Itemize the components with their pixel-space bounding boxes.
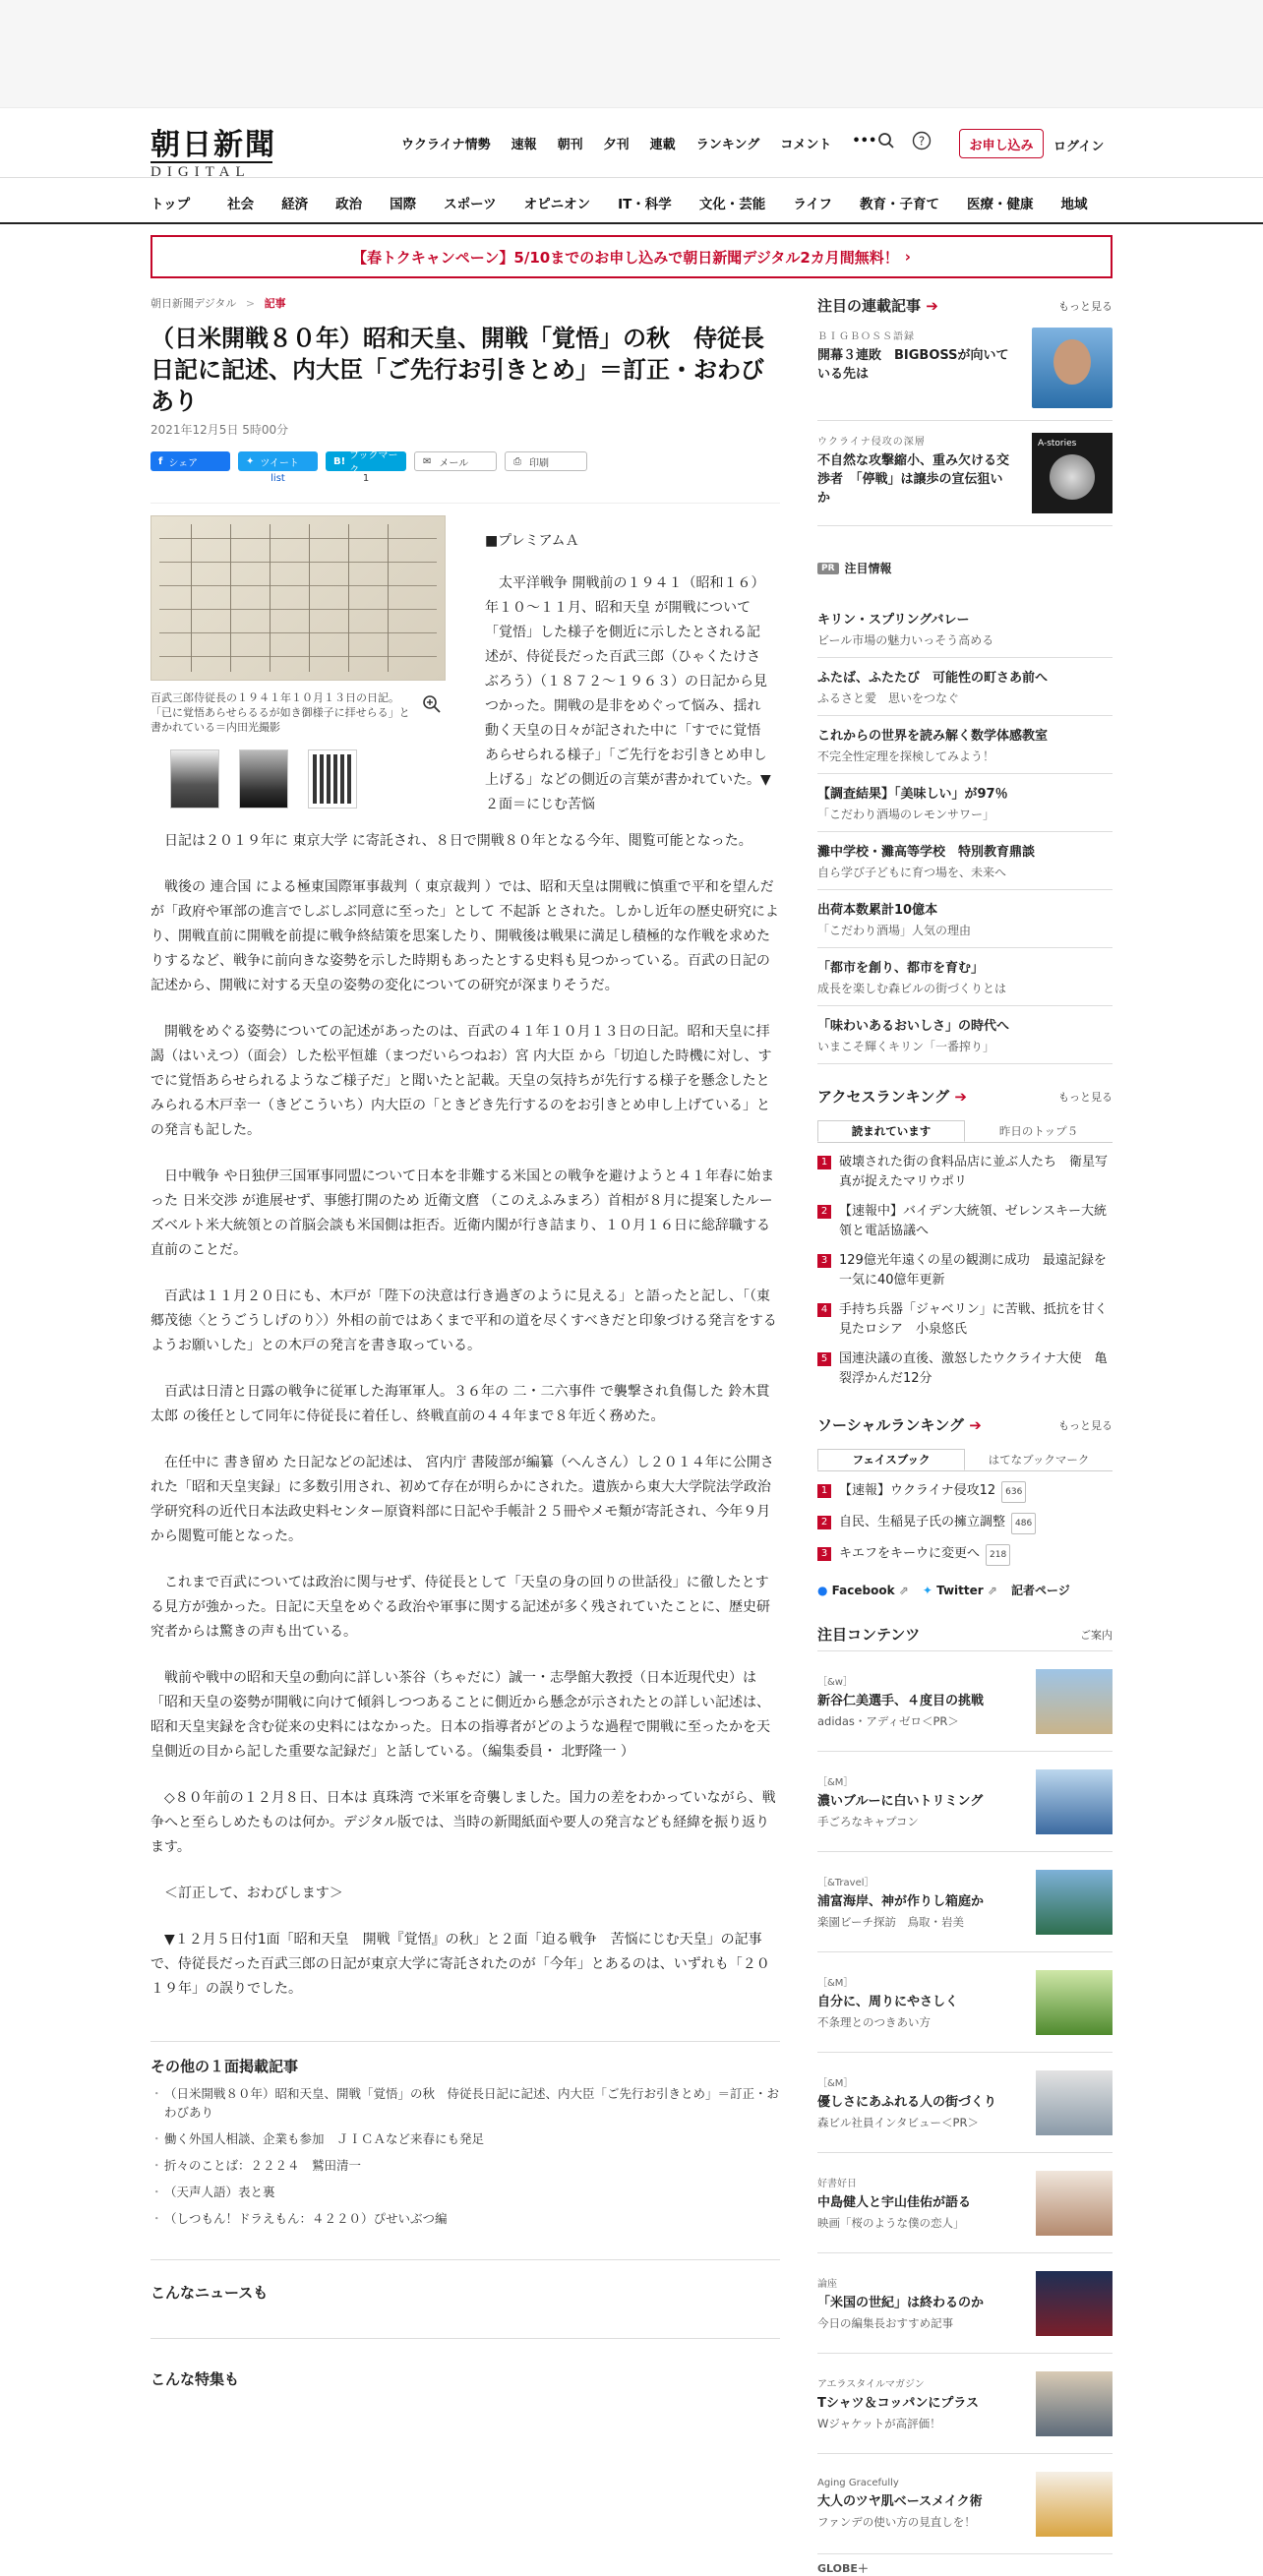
pr-item-title: 【調査結果】「美味しい」が97％ bbox=[817, 787, 1008, 802]
content-sub: Wジャケットが高評価！ bbox=[817, 2417, 941, 2430]
lead-text bbox=[485, 529, 772, 817]
content-card[interactable] bbox=[817, 1752, 1113, 1852]
share-count: 486 bbox=[1011, 1513, 1036, 1534]
social-links bbox=[817, 1582, 1113, 1598]
premium-label: ■プレミアムＡ bbox=[485, 533, 579, 549]
content-label: ［&w］ bbox=[817, 1677, 853, 1688]
gnav-economy[interactable]: 経済 bbox=[281, 197, 309, 212]
gnav-society[interactable]: 社会 bbox=[227, 197, 255, 212]
svg-text:?: ? bbox=[918, 134, 926, 149]
ranking-item[interactable] bbox=[817, 1349, 1113, 1389]
header-nav bbox=[401, 134, 897, 152]
content-thumbnail bbox=[1036, 1669, 1113, 1734]
content-title: 浦富海岸、神が作りし箱庭か bbox=[817, 1894, 985, 1909]
content-card[interactable] bbox=[817, 1952, 1113, 2053]
content-title: 自分に、周りにやさしく bbox=[817, 1995, 959, 2009]
print-button[interactable] bbox=[505, 451, 587, 471]
photo-caption: 百武三郎侍従長の１９４１年１０月１３日の日記。「已に覚悟あらせらるるが如き御様子に拝せらる」と書かれている＝内田光撮影 bbox=[150, 691, 410, 734]
other-article-link[interactable]: ・ （日米開戦８０年）昭和天皇、開戦「覚悟」の秋 侍従長日記に記述、内大臣「ご先行お引きとめ」＝訂正・おわびあり bbox=[150, 2084, 780, 2122]
ranking-item[interactable] bbox=[817, 1251, 1113, 1290]
pr-item-title: 出荷本数累計10億本 bbox=[817, 903, 938, 918]
banner-text: 【春トクキャンペーン】5/10までのお申し込みで朝日新聞デジタル2カ月間無料！ bbox=[352, 248, 899, 267]
twitter-icon: ✦ bbox=[246, 455, 255, 467]
campaign-banner[interactable] bbox=[150, 235, 1113, 278]
content-title: 優しさにあふれる人の街づくり bbox=[817, 2095, 997, 2110]
paragraph: ◇８０年前の１２月８日、日本は 真珠湾 で米軍を奇襲しました。国力の差をわかっていながら、戦争へと至らしめたものは何か。デジタル版では、当時の新聞紙面や要人の発言なども経緯を振り返ります。 bbox=[150, 1790, 776, 1855]
pr-item[interactable] bbox=[817, 832, 1113, 890]
paragraph: 日記は２０１９年に 東京大学 に寄託され、８日で開戦８０年となる今年、閲覧可能となった。 bbox=[164, 833, 752, 849]
twitter-link-label: Twitter bbox=[936, 1583, 984, 1597]
gnav-top[interactable]: トップ bbox=[150, 197, 191, 212]
pr-item-title: これからの世界を読み解く数学体感教室 bbox=[817, 729, 1049, 744]
pr-item-title: 灘中学校・灘高等学校 特別教育鼎談 bbox=[817, 845, 1036, 860]
article-lead bbox=[150, 503, 780, 812]
gnav-education[interactable]: 教育・子育て bbox=[860, 197, 940, 212]
nav-ranking[interactable]: ランキング bbox=[695, 138, 760, 152]
hatena-icon: B! bbox=[333, 455, 346, 467]
pr-item-sub: 不完全性定理を探検してみよう！ bbox=[817, 749, 995, 763]
content-thumbnail bbox=[1036, 1769, 1113, 1834]
section-more-news: こんなニュースも bbox=[150, 2259, 780, 2303]
serial-label: ウクライナ侵攻の深層 bbox=[817, 437, 926, 448]
ranking-item[interactable] bbox=[817, 1202, 1113, 1241]
content-sub: 今日の編集長おすすめ記事 bbox=[817, 2316, 954, 2330]
nav-more[interactable]: ••• bbox=[852, 134, 877, 149]
external-link-icon: ⇗ bbox=[987, 1583, 997, 1597]
rank-number: 3 bbox=[817, 1547, 831, 1561]
gnav-life[interactable]: ライフ bbox=[793, 197, 833, 212]
pr-item-sub: ふるさと愛 思いをつなぐ bbox=[817, 691, 960, 705]
facebook-link[interactable] bbox=[817, 1584, 909, 1597]
logo-main: 朝日新聞 bbox=[150, 128, 276, 162]
content-thumbnail bbox=[1036, 2171, 1113, 2236]
paragraph: 戦前や戦中の昭和天皇の動向に詳しい茶谷（ちゃだに）誠一・志學館大教授（日本近現代史）は「昭和天皇の姿勢が開戦に向けて傾斜しつつあることに側近から懸念が示されたとの詳しい記述は、昭和天皇実録を含む従来の史料にはなかった。日本の指導者がどのような過程で開戦に至ったかを天皇側近の目から記した重要な記録だ」と話している。（編集委員・ 北野隆一 ） bbox=[150, 1670, 770, 1760]
content-thumbnail bbox=[1036, 1970, 1113, 2035]
ranking-title: 破壊された街の食料品店に並ぶ人たち 衛星写真が捉えたマリウポリ bbox=[839, 1155, 1109, 1189]
content-sub: 映画「桜のような僕の恋人」 bbox=[817, 2216, 965, 2230]
article-date: 2021年12月5日 5時00分 bbox=[150, 423, 289, 437]
pr-item-title: ふたば、ふたたび 可能性の町さあ前へ bbox=[817, 671, 1049, 686]
breadcrumb-current[interactable]: 記事 bbox=[264, 297, 286, 310]
social-ranking-title: 【速報】ウクライナ侵攻12 bbox=[839, 1483, 996, 1498]
arrow-right-icon: ➔ bbox=[969, 1416, 982, 1434]
pr-item-sub: 「こだわり酒場」人気の理由 bbox=[817, 924, 972, 937]
serial-header bbox=[817, 295, 1113, 316]
share-buttons bbox=[150, 451, 780, 491]
header-icons bbox=[875, 130, 946, 151]
hatena-bookmark-button[interactable] bbox=[326, 450, 406, 476]
print-icon: ⎙ bbox=[513, 455, 521, 467]
other-article-link[interactable]: ・ （しつもん！ドラえもん：４２２０）ぴせいぶつ編 bbox=[150, 2209, 780, 2228]
content-sub: 不条理とのつきあい方 bbox=[817, 2015, 931, 2029]
nav-serial[interactable]: 連載 bbox=[649, 138, 676, 152]
twitter-icon: ✦ bbox=[922, 1583, 932, 1597]
content-thumbnail bbox=[1036, 2472, 1113, 2537]
chevron-right-icon: › bbox=[904, 248, 911, 266]
gnav-it-science[interactable]: IT・科学 bbox=[618, 197, 672, 212]
mail-icon: ✉ bbox=[423, 455, 432, 467]
access-more-link[interactable]: もっと見る bbox=[1058, 1090, 1113, 1104]
bookmark-count: 1 bbox=[362, 473, 370, 484]
share-count: 218 bbox=[986, 1544, 1010, 1566]
pr-item[interactable] bbox=[817, 774, 1113, 832]
site-logo[interactable] bbox=[150, 120, 276, 181]
mail-button[interactable] bbox=[414, 451, 497, 471]
rank-number: 1 bbox=[817, 1156, 831, 1169]
content-sub: 楽園ビーチ探訪 鳥取・岩美 bbox=[817, 1915, 965, 1929]
tweet-button[interactable] bbox=[238, 451, 318, 471]
social-ranking-item[interactable] bbox=[817, 1513, 1113, 1534]
other-article-link[interactable]: ・ 折々のことば：２２２４ 鷲田清一 bbox=[150, 2156, 780, 2175]
other-front-page-articles bbox=[150, 2041, 780, 2228]
gnav-sports[interactable]: スポーツ bbox=[444, 197, 497, 212]
content-label: ［&M］ bbox=[817, 1978, 854, 1989]
serial-item[interactable] bbox=[817, 421, 1113, 526]
serial-item[interactable] bbox=[817, 316, 1113, 421]
serial-title-text: 注目の連載記事 bbox=[817, 297, 922, 315]
content-title: Tシャツ＆コッパンにプラス bbox=[817, 2396, 979, 2411]
pr-item[interactable] bbox=[817, 600, 1113, 658]
ranking-title: 129億光年遠くの星の観測に成功 最遠記録を一気に40億年更新 bbox=[839, 1253, 1107, 1288]
nav-breaking[interactable]: 速報 bbox=[511, 138, 537, 152]
gnav-culture[interactable]: 文化・芸能 bbox=[698, 197, 766, 212]
content-title: 「米国の世紀」は終わるのか bbox=[817, 2296, 985, 2310]
content-label: ［&M］ bbox=[817, 1777, 854, 1788]
other-article-link[interactable]: ・ 働く外国人相談、企業も参加 ＪＩＣＡなど来春にも発足 bbox=[150, 2129, 780, 2148]
pr-item[interactable] bbox=[817, 1006, 1113, 1064]
nav-ukraine[interactable]: ウクライナ情勢 bbox=[401, 138, 491, 152]
thumbnail-portrait-1[interactable] bbox=[170, 749, 219, 809]
other-article-link[interactable]: ・ （天声人語）表と裏 bbox=[150, 2183, 780, 2201]
paragraph: 在任中に 書き留め た日記などの記述は、 宮内庁 書陵部が編纂（へんさん）し２０１４年に公開された「昭和天皇実録」に多数引用され、初めて存在が明らかにされた。遺族から東大大学院法学政治学研究科の近代日本法政史料センター原資料部に日記や手帳計２５冊やメモ類が寄託され、今年９月から閲覧可能となった。 bbox=[150, 1455, 774, 1544]
content-title: 大人のツヤ肌ベースメイク術 bbox=[817, 2494, 983, 2509]
content-card[interactable] bbox=[817, 2153, 1113, 2253]
facebook-link-label: Facebook bbox=[831, 1583, 895, 1597]
gnav-international[interactable]: 国際 bbox=[390, 197, 417, 212]
content-label: ［&M］ bbox=[817, 2078, 854, 2089]
content-title: 濃いブルーに白いトリミング bbox=[817, 1794, 984, 1809]
social-ranking-title: 自民、生稲晃子氏の擁立調整 bbox=[839, 1515, 1006, 1529]
logo-sub: DIGITAL bbox=[150, 161, 272, 181]
correction-heading: ＜訂正して、おわびします＞ bbox=[164, 1886, 343, 1901]
rank-number: 3 bbox=[817, 1254, 831, 1268]
global-nav bbox=[0, 177, 1263, 224]
breadcrumb-separator: > bbox=[245, 297, 256, 310]
nav-evening[interactable]: 夕刊 bbox=[603, 138, 630, 152]
tweet-list-link[interactable]: list bbox=[271, 473, 285, 484]
nav-morning[interactable]: 朝刊 bbox=[557, 138, 583, 152]
content-card[interactable] bbox=[817, 2053, 1113, 2153]
content-label: 論座 bbox=[817, 2279, 837, 2290]
content-thumbnail bbox=[1036, 2070, 1113, 2135]
facebook-share-label: シェア bbox=[168, 457, 199, 469]
breadcrumb-home[interactable]: 朝日新聞デジタル bbox=[150, 297, 237, 310]
thumbnail-text: A-stories bbox=[1038, 439, 1077, 449]
serial-more-link[interactable]: もっと見る bbox=[1058, 299, 1113, 313]
bookmark-label: ブックマーク bbox=[349, 450, 398, 476]
pr-item[interactable] bbox=[817, 658, 1113, 716]
subscribe-button[interactable]: お申し込み bbox=[959, 129, 1044, 158]
thumbnail-portrait-2[interactable] bbox=[239, 749, 288, 809]
paragraph: これまで百武については政治に関与せず、侍従長として「天皇の身の回りの世話役」に徹したとする見方が強かった。日記に天皇をめぐる政治や軍事に関する記述が多く残されていたことに、歴史研究者からは驚きの声も出ている。 bbox=[150, 1575, 770, 1640]
pr-item[interactable] bbox=[817, 890, 1113, 948]
tab-hatena[interactable]: はてなブックマーク bbox=[988, 1453, 1090, 1467]
pr-item-sub: 成長を楽しむ森ビルの街づくりとは bbox=[817, 982, 1007, 995]
content-label: 好書好日 bbox=[817, 2179, 857, 2189]
qr-code-thumbnail[interactable] bbox=[308, 749, 357, 809]
serial-headline: 開幕３連敗 BIGBOSSが向いている先は bbox=[817, 348, 1009, 382]
content-thumbnail bbox=[1036, 1870, 1113, 1935]
zoom-icon[interactable] bbox=[422, 694, 442, 714]
tab-facebook[interactable]: フェイスブック bbox=[817, 1449, 965, 1470]
content-label: ［&Travel］ bbox=[817, 1878, 874, 1888]
access-ranking-header bbox=[817, 1086, 1113, 1107]
pr-item-sub: 自ら学び子どもに育つ場を、未来へ bbox=[817, 866, 1007, 879]
login-link[interactable]: ログイン bbox=[1053, 140, 1105, 154]
content-title: 中島健人と宇山佳佑が語る bbox=[817, 2195, 972, 2210]
ranking-item[interactable] bbox=[817, 1300, 1113, 1340]
pr-item-sub: ビール市場の魅力いっそう高める bbox=[817, 633, 994, 647]
social-ranking-item[interactable] bbox=[817, 1481, 1113, 1503]
tab-yesterday-top5[interactable]: 昨日のトップ５ bbox=[998, 1124, 1079, 1138]
diary-photo[interactable] bbox=[150, 515, 446, 681]
access-ranking-title-text: アクセスランキング bbox=[817, 1088, 950, 1106]
help-icon[interactable] bbox=[911, 130, 932, 151]
content-label: Aging Gracefully bbox=[817, 2478, 899, 2488]
content-sub: adidas・アディゼロ＜PR＞ bbox=[817, 1714, 959, 1728]
contents-title: 注目コンテンツ bbox=[817, 1626, 921, 1644]
serial-label: ＢＩＧＢＯＳＳ語録 bbox=[817, 331, 915, 342]
ranking-title: 手持ち兵器「ジャベリン」に苦戦、抵抗を甘く見たロシア 小泉悠氏 bbox=[839, 1302, 1108, 1337]
serial-thumbnail bbox=[1032, 328, 1113, 408]
pr-item-title: キリン・スプリングバレー bbox=[817, 613, 970, 628]
pr-item-title: 「味わいあるおいしさ」の時代へ bbox=[817, 1019, 1010, 1034]
article-main bbox=[150, 295, 780, 2389]
share-count: 636 bbox=[1001, 1481, 1026, 1503]
pr-item-sub: いまこそ輝くキリン「一番搾り」 bbox=[817, 1040, 995, 1053]
paragraph: 戦後の 連合国 による極東国際軍事裁判（ 東京裁判 ）では、昭和天皇は開戦に慎重で平和を望んだが「政府や軍部の進言でしぶしぶ同意に至った」として 不起訴 とされた。しかし近年の歴史研究により、開戦直前に開戦を前提に戦争終結策を思案したり、開戦後は戦果に満足し積極的な作戦を求めたりするなど、戦争に前向きな姿勢を示した時期もあったとする史料も見つかっている。百武の日記の記述から、開戦に対する天皇の姿勢の変化についての研究が深まりそうだ。 bbox=[150, 879, 779, 993]
arrow-right-icon: ➔ bbox=[954, 1088, 967, 1106]
gnav-medical[interactable]: 医療・健康 bbox=[967, 197, 1034, 212]
rank-number: 5 bbox=[817, 1352, 831, 1366]
top-ad-area bbox=[0, 0, 1263, 108]
serial-thumbnail bbox=[1032, 433, 1113, 513]
content-sub: 森ビル社員インタビュー＜PR＞ bbox=[817, 2116, 979, 2129]
content-title: 新谷仁美選手、４度目の挑戦 bbox=[817, 1694, 985, 1708]
paragraph: 開戦をめぐる姿勢についての記述があったのは、百武の４１年１０月１３日の日記。昭和天皇に拝謁（はいえつ）（面会）した松平恒雄（まつだいらつねお）宮 内大臣 から「切迫した時機に対し、すでに覚悟あらせられるようなご様子だ」と聞いたと記載。天皇の気持ちが先行する様子を懸念したとみられる木戸幸一（きどこういち）内大臣の「ときどき先行するのをお引きとめ申し上げている」との発言も記した。 bbox=[150, 1024, 772, 1138]
correction-text: ▼１２月５日付1面「昭和天皇 開戦『覚悟』の秋」と２面「迫る戦争 苦悩にじむ天皇」の記事で、侍従長だった百武三郎の日記が東京大学に寄託されたのが「今年」とあるのは、いずれも「２０１９年」の誤りでした。 bbox=[150, 1932, 770, 1997]
pr-badge: PR bbox=[817, 563, 839, 574]
others-title: その他の１面掲載記事 bbox=[150, 2058, 299, 2075]
rank-number: 2 bbox=[817, 1516, 831, 1529]
contents-header bbox=[817, 1624, 1113, 1651]
serial-headline: 不自然な攻撃縮小、重み欠ける交渉者 「停戦」は譲歩の宣伝狙いか bbox=[817, 453, 1010, 506]
gnav-politics[interactable]: 政治 bbox=[335, 197, 363, 212]
paragraph: 百武は１１月２０日にも、木戸が「陛下の決意は行き過ぎのように見える」と語ったと記し、「（東郷茂徳〈とうごうしげのり〉）外相の前ではあくまで平和の道を尽くすべきだと印象づける発言をするようお願いした」との木戸の発言を書き取っている。 bbox=[150, 1288, 777, 1353]
content-card[interactable] bbox=[817, 2253, 1113, 2354]
access-tabs bbox=[817, 1120, 1113, 1143]
ranking-item[interactable] bbox=[817, 1153, 1113, 1192]
pr-header bbox=[817, 560, 1113, 576]
pr-item-title: 「都市を創り、都市を育む」 bbox=[817, 961, 985, 976]
facebook-share-button[interactable] bbox=[150, 451, 230, 471]
reporter-page-link[interactable]: 記者ページ bbox=[1010, 1584, 1070, 1597]
tweet-label: ツイート bbox=[260, 457, 299, 469]
globe-label: GLOBE＋ bbox=[817, 2562, 869, 2575]
rank-number: 4 bbox=[817, 1303, 831, 1317]
paragraph: 日中戦争 や日独伊三国軍事同盟について日本を非難する米国との戦争を避けようと４１年春に始まった 日米交渉 が進展せず、事態打開のため 近衛文麿 （このえふみまろ）首相が８月に提案したルーズベルト米大統領との首脳会談も米国側は拒否。近衛内閣が行き詰まり、１０月１６日に総辞職する直前のことだ。 bbox=[150, 1168, 775, 1258]
rank-number: 1 bbox=[817, 1484, 831, 1498]
content-label: アエラスタイルマガジン bbox=[817, 2379, 925, 2390]
social-more-link[interactable]: もっと見る bbox=[1058, 1418, 1113, 1432]
content-thumbnail bbox=[1036, 2271, 1113, 2336]
content-sub: ファンデの使い方の見直しを！ bbox=[817, 2515, 976, 2529]
content-card[interactable] bbox=[817, 1651, 1113, 1752]
content-card[interactable] bbox=[817, 2454, 1113, 2554]
photo-thumbnails bbox=[170, 749, 357, 809]
content-thumbnail bbox=[1036, 2371, 1113, 2436]
content-sub: 手ごろなキャプコン bbox=[817, 1815, 919, 1828]
pr-item-sub: 「こだわり酒場のレモンサワー」 bbox=[817, 808, 995, 821]
rank-number: 2 bbox=[817, 1205, 831, 1219]
lead-paragraph: 太平洋戦争 開戦前の１９４１（昭和１６）年１０～１１月、昭和天皇 が開戦について「覚悟」した様子を側近に示したとされる記述が、侍従長だった百武三郎（ひゃくたけさぶろう）（１８７２～１９６３）の日記から見つかった。開戦の是非をめぐって悩み、揺れ動く天皇の日々が記された中に「すでに覚悟あらせられる様子」「ご先行をお引きとめ申し上げる」などの側近の言葉が書かれていた。▼２面＝にじむ苦悩 bbox=[485, 575, 771, 812]
facebook-icon: f bbox=[158, 455, 163, 467]
external-link-icon: ⇗ bbox=[898, 1583, 909, 1597]
site-header bbox=[0, 108, 1263, 180]
contents-more-link[interactable]: ご案内 bbox=[1080, 1628, 1113, 1642]
social-ranking-item[interactable] bbox=[817, 1544, 1113, 1566]
search-icon[interactable] bbox=[875, 130, 897, 151]
gnav-region[interactable]: 地域 bbox=[1060, 197, 1088, 212]
pr-title: 注目情報 bbox=[844, 562, 892, 575]
arrow-right-icon: ➔ bbox=[926, 297, 938, 315]
content-card[interactable] bbox=[817, 2354, 1113, 2454]
mail-label: メール bbox=[439, 457, 469, 469]
facebook-icon: ● bbox=[817, 1583, 828, 1597]
sidebar bbox=[817, 295, 1113, 2576]
content-card[interactable] bbox=[817, 1852, 1113, 1952]
breadcrumb bbox=[150, 295, 780, 311]
twitter-link[interactable] bbox=[923, 1584, 997, 1597]
social-ranking-title[interactable] bbox=[817, 1414, 982, 1435]
article-title: （日米開戦８０年）昭和天皇、開戦「覚悟」の秋 侍従長日記に記述、内大臣「ご先行お引きとめ」＝訂正・おわびあり bbox=[150, 324, 764, 415]
paragraph: 百武は日清と日露の戦争に従軍した海軍軍人。３６年の 二・二六事件 で襲撃され負傷した 鈴木貫太郎 の後任として同年に侍従長に着任し、終戦直前の４４年まで８年近く務めた。 bbox=[150, 1384, 770, 1424]
print-label: 印刷 bbox=[529, 457, 549, 469]
gnav-opinion[interactable]: オピニオン bbox=[523, 197, 591, 212]
tab-most-read[interactable]: 読まれています bbox=[817, 1120, 965, 1142]
serial-title[interactable] bbox=[817, 295, 938, 316]
ranking-title: 国連決議の直後、激怒したウクライナ大使 亀裂浮かんだ12分 bbox=[839, 1351, 1108, 1386]
pr-item[interactable] bbox=[817, 948, 1113, 1006]
social-ranking-header bbox=[817, 1414, 1113, 1435]
social-ranking-title-text: ソーシャルランキング bbox=[817, 1416, 964, 1434]
nav-comment[interactable]: コメント bbox=[780, 138, 832, 152]
social-tabs bbox=[817, 1449, 1113, 1471]
article-body bbox=[150, 829, 780, 2002]
section-more-features: こんな特集も bbox=[150, 2338, 780, 2389]
social-ranking-title: キエフをキーウに変更へ bbox=[839, 1546, 981, 1561]
pr-item[interactable] bbox=[817, 716, 1113, 774]
ranking-title: 【速報中】バイデン大統領、ゼレンスキー大統領と電話協議へ bbox=[839, 1204, 1108, 1238]
access-ranking-title[interactable] bbox=[817, 1086, 967, 1107]
